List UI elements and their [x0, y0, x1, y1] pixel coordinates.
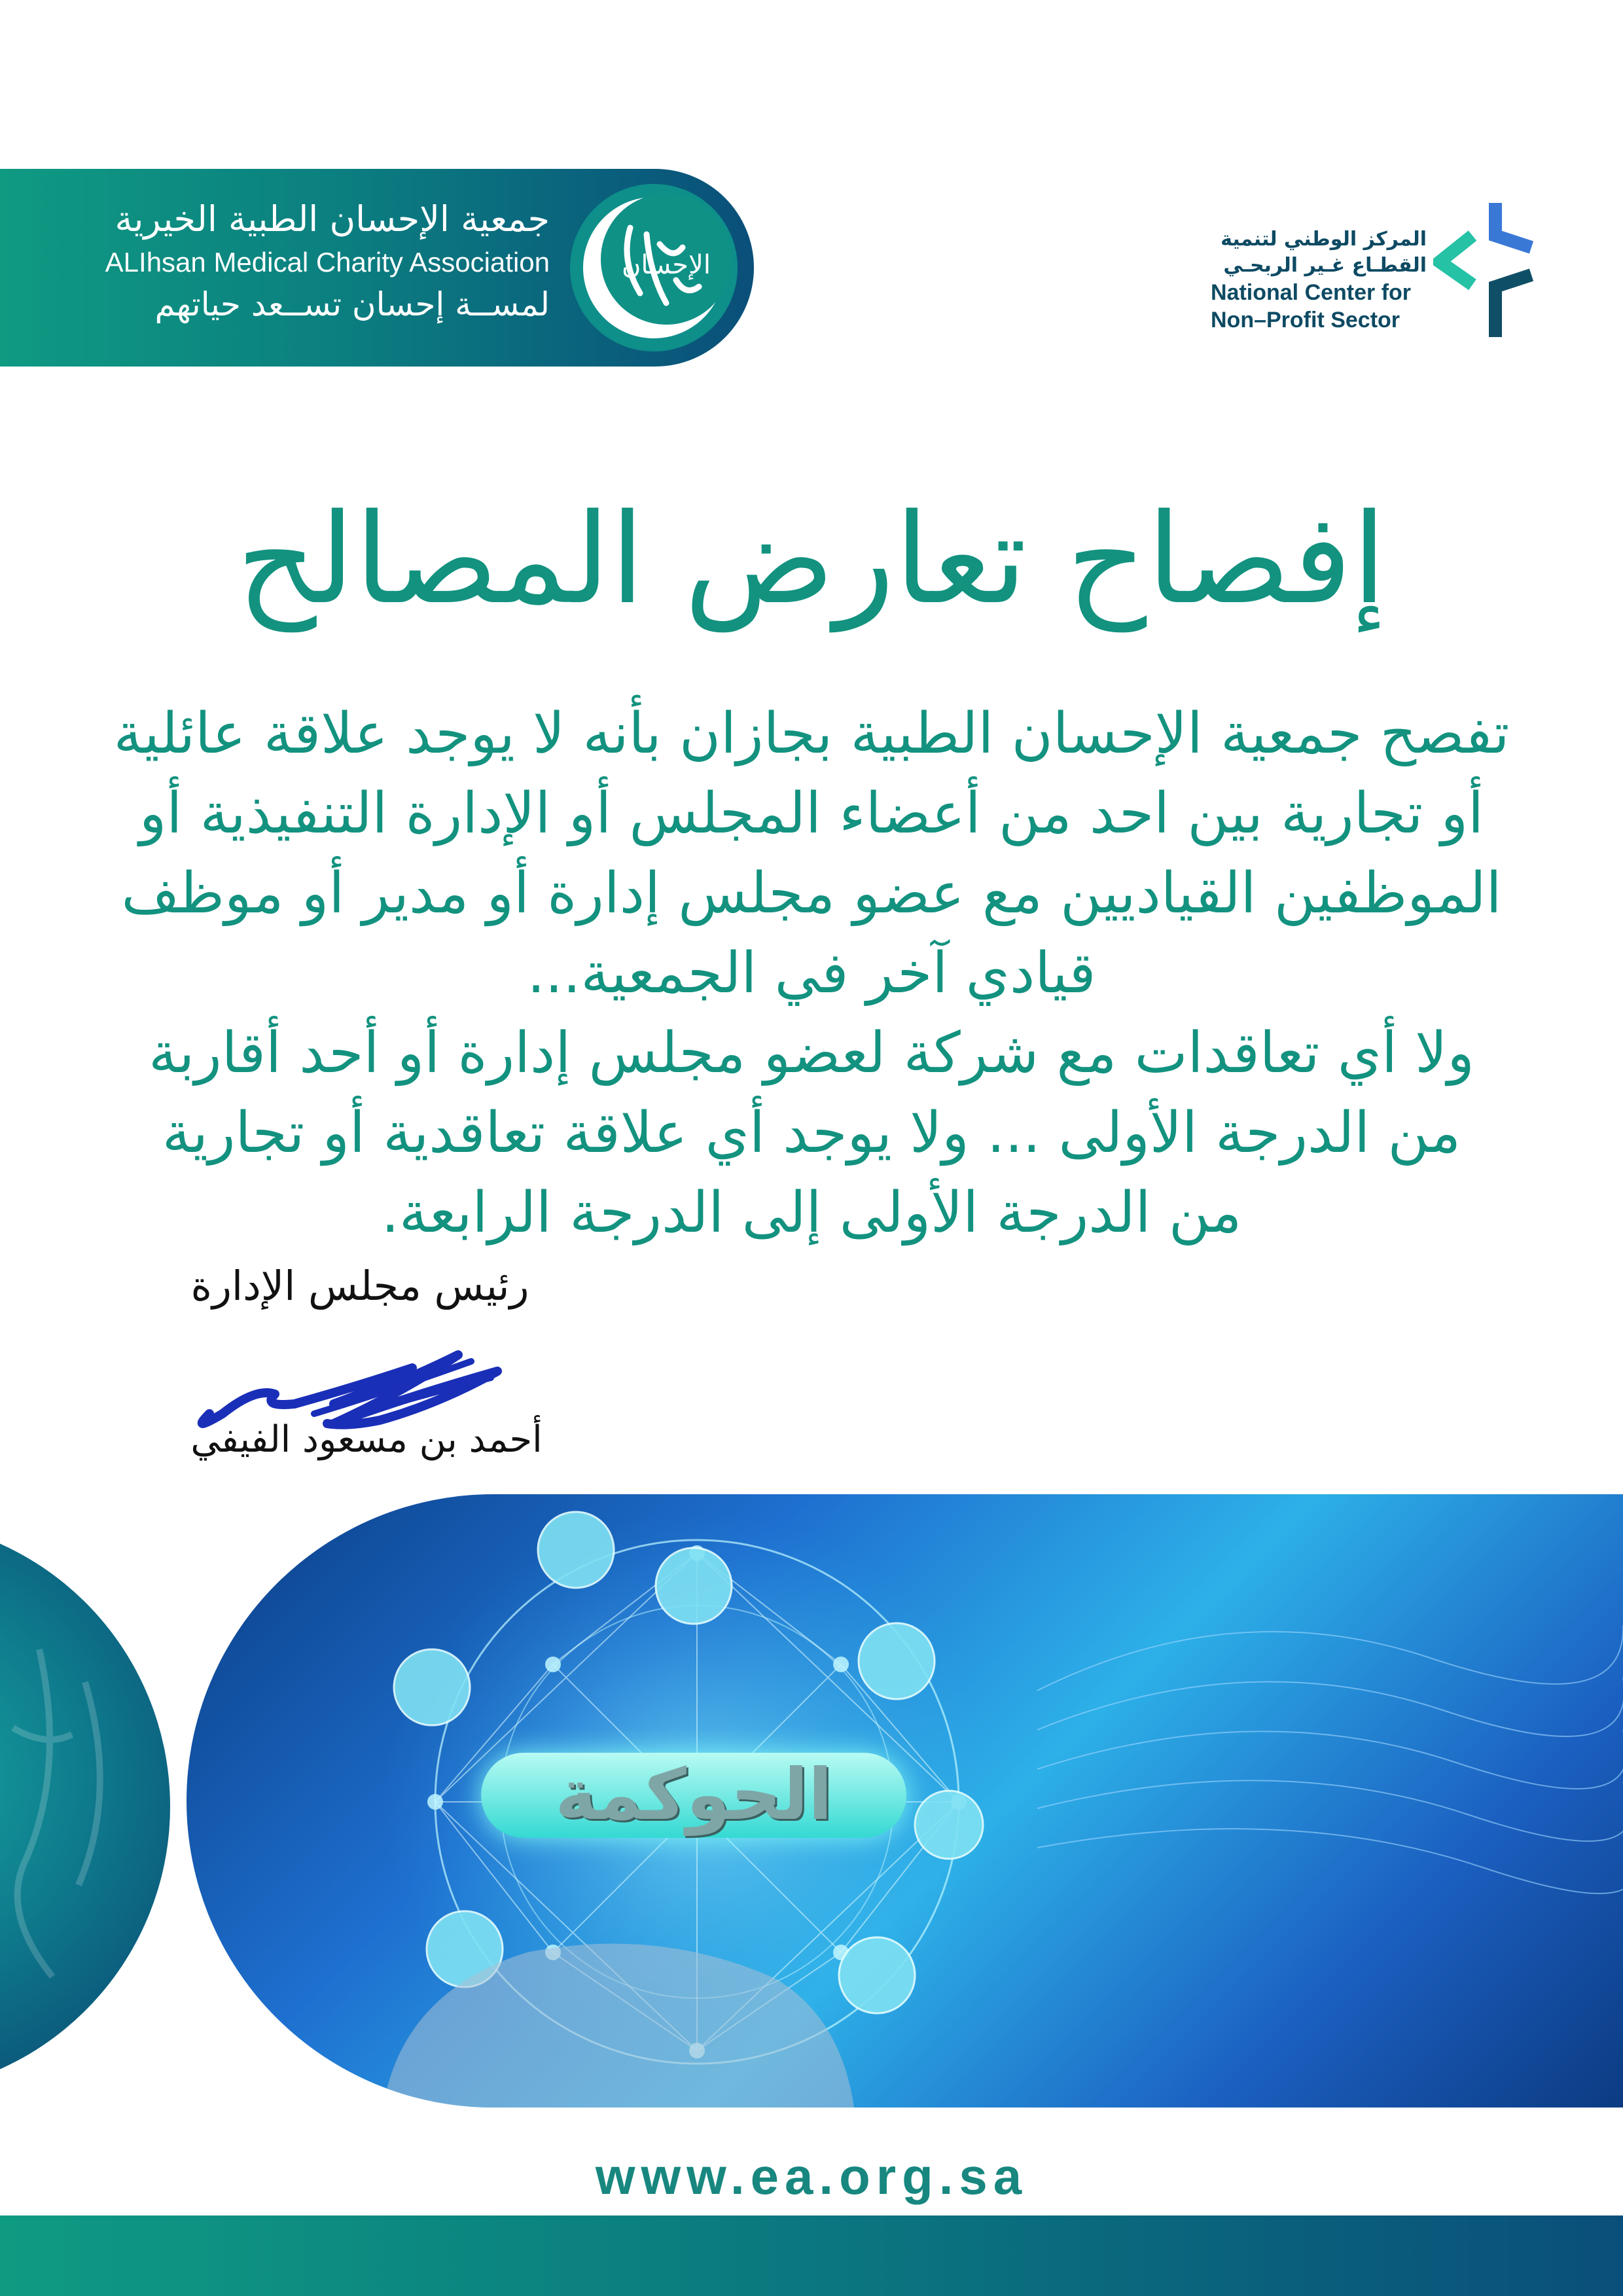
body-line: من الدرجة الأولى إلى الدرجة الرابعة.: [381, 1180, 1242, 1246]
association-banner: [0, 169, 754, 367]
footer-bar: [0, 2215, 1623, 2296]
trophy-icon: [915, 1791, 983, 1859]
governance-label: الحوكمة: [555, 1754, 832, 1836]
target-icon: [859, 1623, 935, 1699]
association-slogan: لمســة إحسان تســعد حياتهم: [154, 285, 550, 323]
national-center-line1-en: National Center for: [1211, 280, 1412, 305]
body-line: قيادي آخر في الجمعية...: [527, 941, 1096, 1006]
signatory-name: أحمد بن مسعود الفيفي: [190, 1418, 543, 1461]
association-name-ar: جمعية الإحسان الطبية الخيرية: [115, 198, 550, 240]
association-text: [65, 195, 550, 327]
handshake-icon: [656, 1548, 732, 1624]
logo-calligraphy: الإحسان: [622, 250, 711, 280]
national-center-line1-ar: المركز الوطني لتنمية: [1221, 228, 1427, 251]
calligraphy-watermark-icon: [0, 1518, 170, 2094]
body-line: تفصح جمعية الإحسان الطبية بجازان بأنه لا يوجد علاقة عائلية: [113, 701, 1510, 766]
chart-icon: [839, 1937, 915, 2013]
disclosure-body: [98, 694, 1525, 1253]
national-center-text: [1211, 226, 1427, 334]
ncnp-arrows-logo-icon: [1433, 196, 1551, 347]
governance-image: [187, 1494, 1623, 2108]
alihsan-calligraphy-logo-icon: [568, 182, 740, 353]
decorative-calligraphy-circle: [0, 1518, 170, 2094]
website-link[interactable]: www.ea.org.sa: [595, 2147, 1028, 2205]
body-line: الموظفين القياديين مع عضو مجلس إدارة أو مدير أو موظف: [121, 861, 1502, 926]
national-center-line2-en: Non–Profit Sector: [1211, 308, 1400, 332]
association-name-en: ALIhsan Medical Charity Association: [105, 247, 550, 278]
signatory-title: رئيس مجلس الإدارة: [190, 1262, 529, 1310]
page-title: إفصاح تعارض المصالح: [236, 487, 1387, 632]
national-center-logo: [1211, 196, 1551, 347]
body-line: ولا أي تعاقدات مع شركة لعضو مجلس إدارة أو أحد أقاربة: [149, 1020, 1474, 1086]
national-center-line2-ar: القطـاع غـير الربحـي: [1223, 254, 1427, 277]
body-line: من الدرجة الأولى ... ولا يوجد أي علاقة تعاقدية أو تجارية: [162, 1100, 1461, 1166]
team-icon: [538, 1512, 614, 1588]
gears-icon: [394, 1649, 470, 1725]
body-line: أو تجارية بين احد من أعضاء المجلس أو الإدارة التنفيذية أو: [139, 781, 1484, 846]
